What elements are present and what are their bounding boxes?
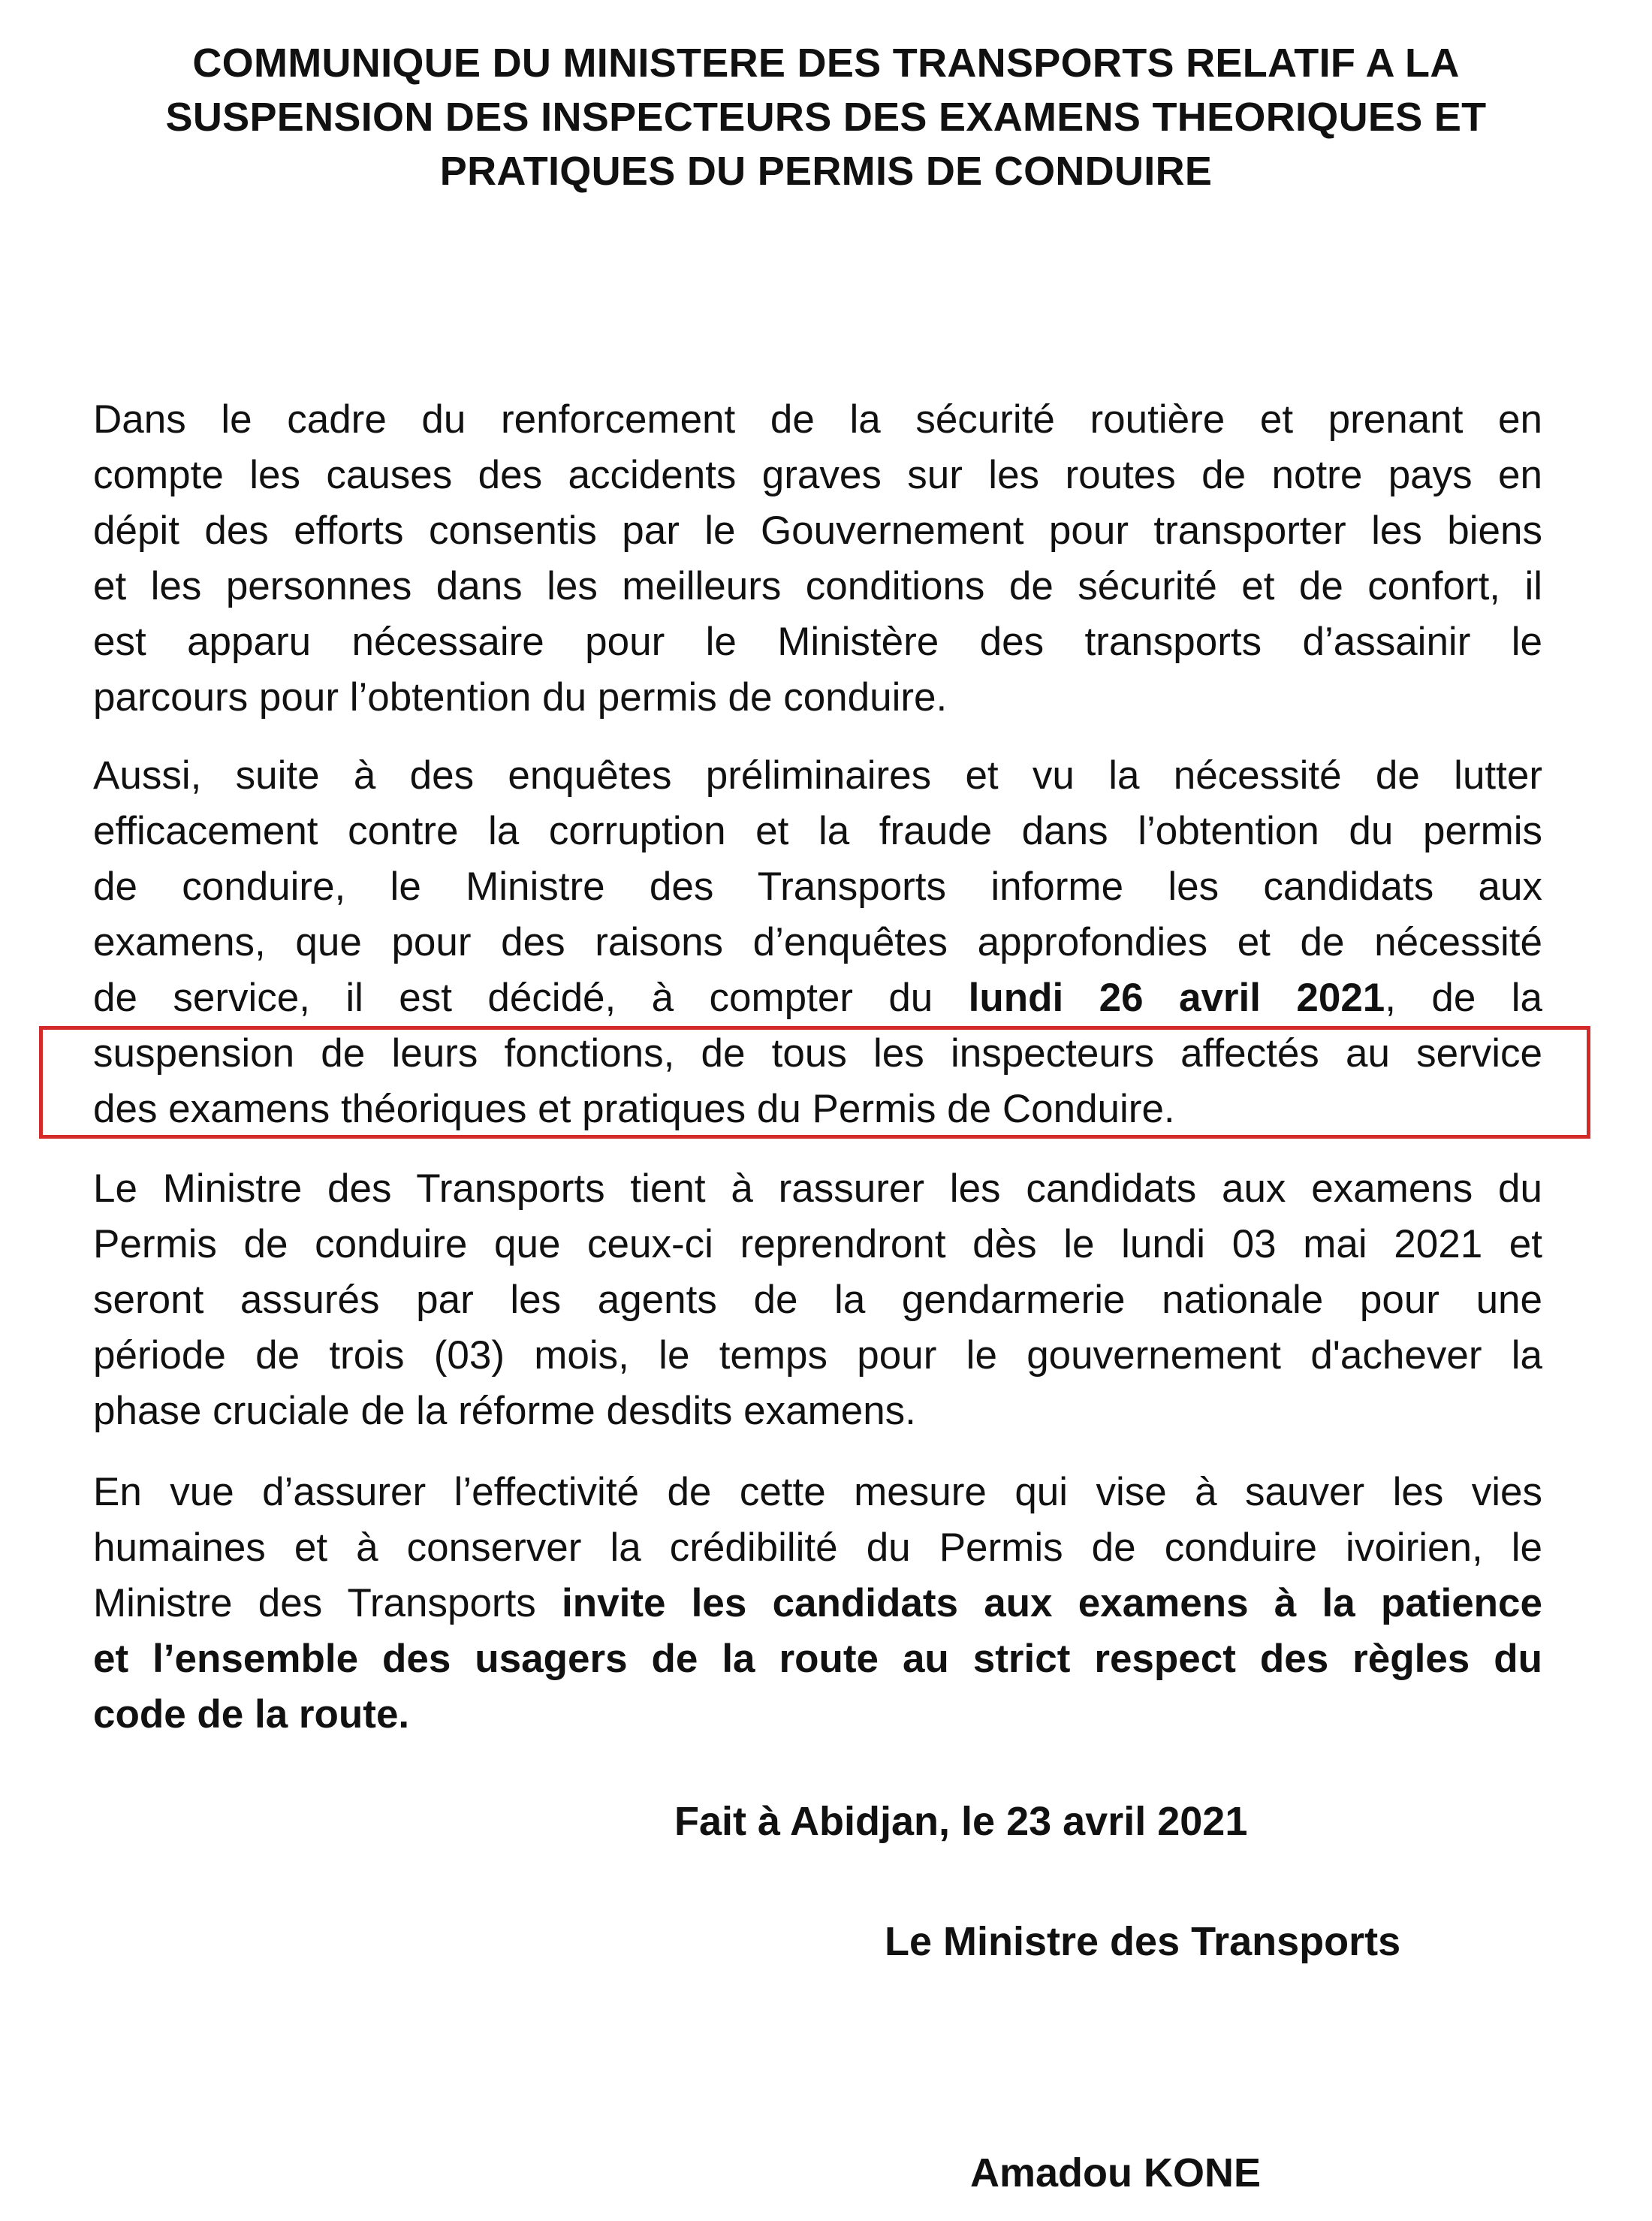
text-line: parcours pour l’obtention du permis de conduire. — [93, 675, 948, 720]
text-line: de conduire, le Ministre des Transports informe les candidats aux — [93, 865, 1542, 909]
bold-text-run: invite les candidats aux examens à la patience — [562, 1581, 1542, 1625]
text-line: seront assurés par les agents de la gendarmerie nationale pour une — [93, 1278, 1542, 1322]
text-run: , de la — [1385, 976, 1542, 1020]
title-line: PRATIQUES DU PERMIS DE CONDUIRE — [439, 149, 1213, 194]
document-title — [60, 36, 1592, 198]
text-line: et les personnes dans les meilleurs conditions de sécurité et de confort, il — [93, 564, 1542, 608]
bold-text-line: code de la route. — [93, 1692, 410, 1737]
text-line: Aussi, suite à des enquêtes préliminaires et vu la nécessité de lutter — [93, 753, 1542, 798]
text-line — [93, 1576, 1542, 1631]
text-line: phase cruciale de la réforme desdits examens. — [93, 1389, 916, 1433]
text-line: Permis de conduire que ceux-ci reprendront dès le lundi 03 mai 2021 et — [93, 1222, 1542, 1266]
paragraph-3 — [93, 1161, 1542, 1439]
text-line: humaines et à conserver la crédibilité du Permis de conduire ivoirien, le — [93, 1525, 1542, 1570]
text-line — [93, 970, 1542, 1026]
title-line: COMMUNIQUE DU MINISTERE DES TRANSPORTS RELATIF A LA — [192, 41, 1460, 86]
signatory-role: Le Ministre des Transports — [885, 1919, 1401, 1964]
place-date: Fait à Abidjan, le 23 avril 2021 — [674, 1799, 1248, 1844]
title-line: SUSPENSION DES INSPECTEURS DES EXAMENS THEORIQUES ET — [165, 95, 1487, 140]
text-line: est apparu nécessaire pour le Ministère des transports d’assainir le — [93, 620, 1542, 664]
paragraph-4 — [93, 1465, 1542, 1743]
text-line: dépit des efforts consentis par le Gouvernement pour transporter les biens — [93, 508, 1542, 553]
paragraph-1 — [93, 392, 1542, 726]
text-line: Dans le cadre du renforcement de la sécurité routière et prenant en — [93, 397, 1542, 442]
text-line: Le Ministre des Transports tient à rassurer les candidats aux examens du — [93, 1166, 1542, 1211]
highlight-box — [39, 1026, 1590, 1139]
highlighted-text-line: des examens théoriques et pratiques du Permis de Conduire. — [93, 1087, 1175, 1131]
text-line: En vue d’assurer l’effectivité de cette mesure qui vise à sauver les vies — [93, 1470, 1542, 1514]
text-run: de service, il est décidé, à compter du — [93, 976, 969, 1020]
effective-date: lundi 26 avril 2021 — [968, 976, 1385, 1020]
signatory-name: Amadou KONE — [970, 2150, 1262, 2195]
text-run: Ministre des Transports — [93, 1581, 562, 1625]
text-line: période de trois (03) mois, le temps pour le gouvernement d'achever la — [93, 1333, 1542, 1378]
bold-text-line: et l’ensemble des usagers de la route au strict respect des règles du — [93, 1637, 1542, 1681]
text-line: examens, que pour des raisons d’enquêtes approfondies et de nécessité — [93, 920, 1542, 964]
text-line: compte les causes des accidents graves sur les routes de notre pays en — [93, 453, 1542, 497]
highlighted-text-line: suspension de leurs fonctions, de tous les inspecteurs affectés au service — [93, 1031, 1542, 1076]
text-line: efficacement contre la corruption et la fraude dans l’obtention du permis — [93, 809, 1542, 853]
